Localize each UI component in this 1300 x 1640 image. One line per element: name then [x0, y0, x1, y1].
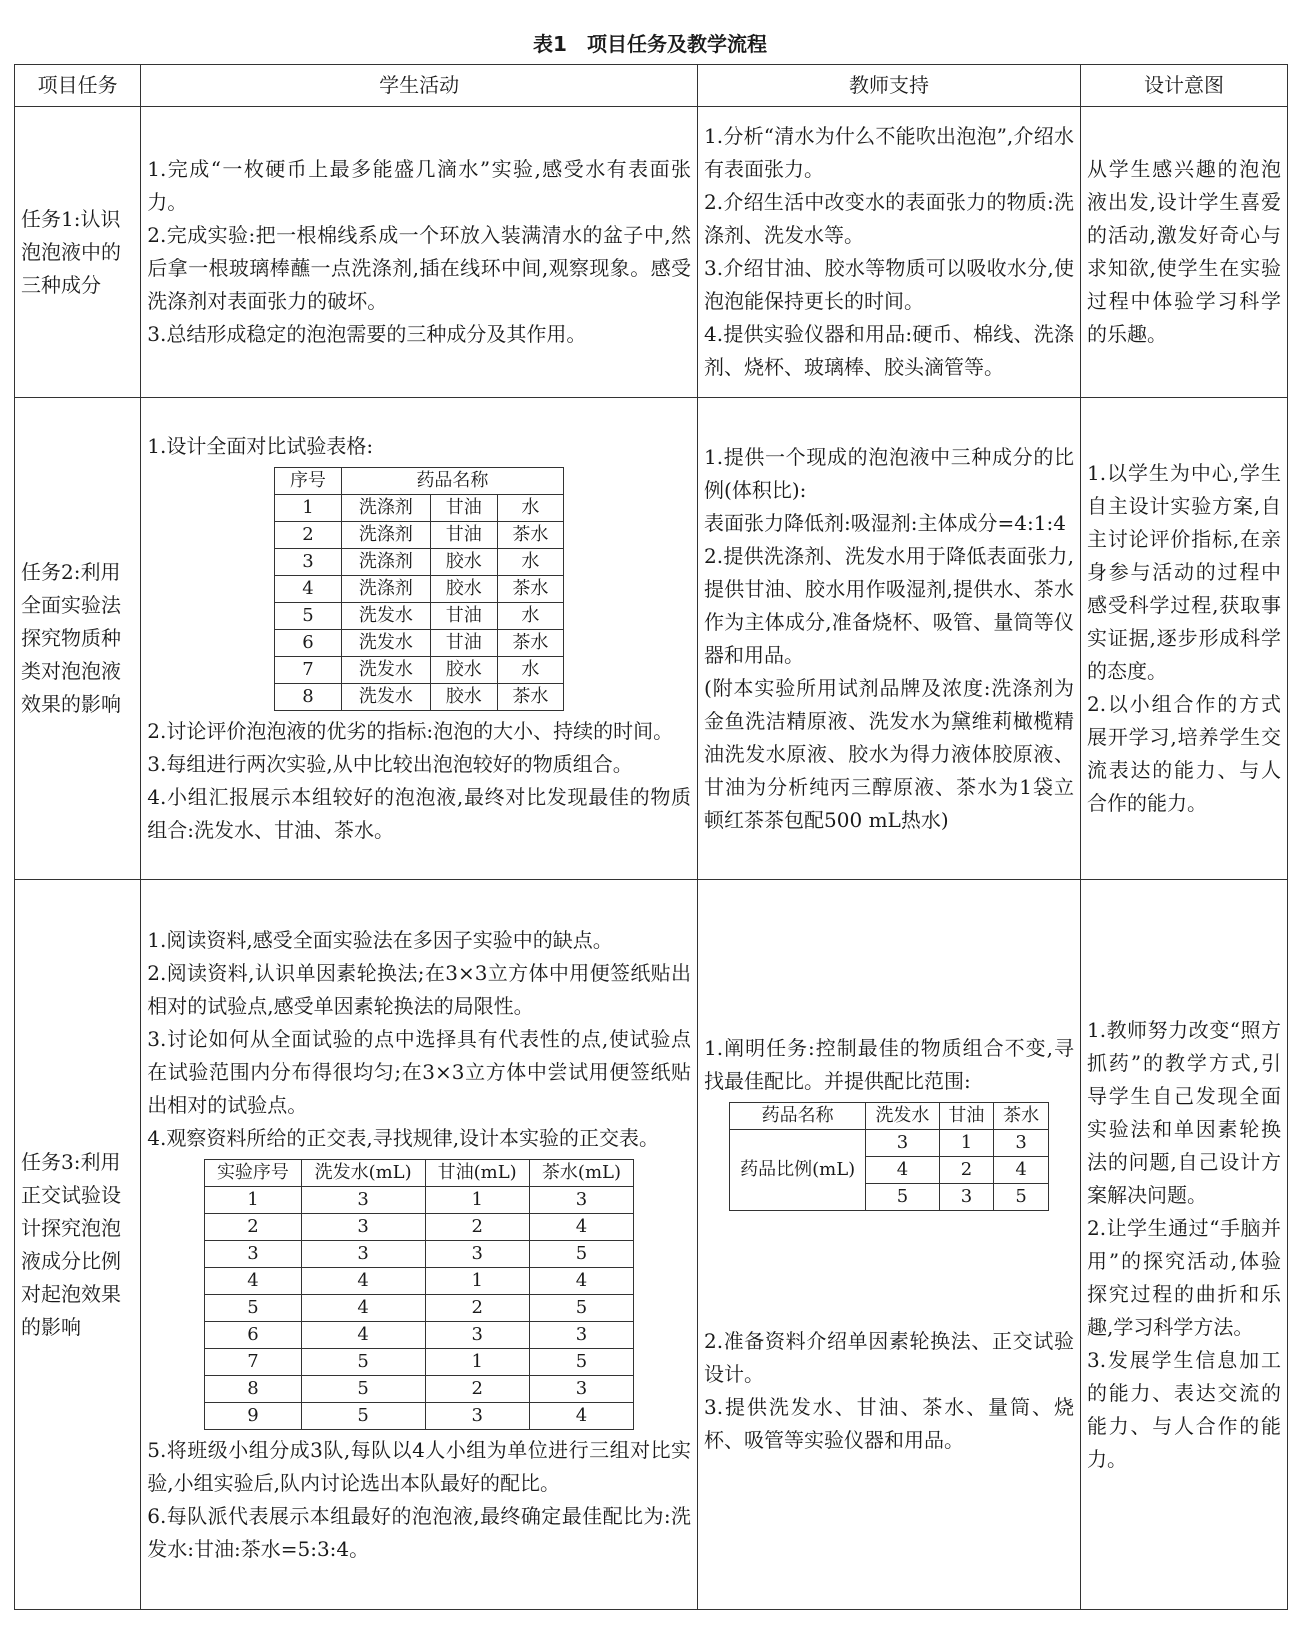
- text-line: 2.以小组合作的方式展开学习,培养学生交流表达的能力、与人合作的能力。: [1086, 692, 1281, 815]
- inner-header: 实验序号: [205, 1159, 302, 1186]
- inner-header: 茶水(mL): [529, 1159, 633, 1186]
- inner-cell: 5: [529, 1348, 633, 1375]
- inner-cell: 胶水: [430, 549, 497, 576]
- text-line: 从学生感兴趣的泡泡液出发,设计学生喜爱的活动,激发好奇心与求知欲,使学生在实验过程中体验学习科学的乐趣。: [1086, 157, 1281, 346]
- inner-cell: 3: [529, 1186, 633, 1213]
- text-line: 4.小组汇报展示本组较好的泡泡液,最终对比发现最佳的物质组合:洗发水、甘油、茶水。: [147, 785, 692, 842]
- inner-row: [205, 1348, 634, 1375]
- inner-cell: 9: [205, 1402, 302, 1429]
- inner-cell: 4: [301, 1321, 425, 1348]
- inner-cell: 4: [529, 1213, 633, 1240]
- inner-cell: 茶水: [497, 576, 564, 603]
- inner-row: [205, 1240, 634, 1267]
- inner-cell: 4: [301, 1267, 425, 1294]
- inner-header: 序号: [275, 468, 342, 495]
- inner-row: [275, 684, 564, 711]
- inner-cell: 2: [275, 522, 342, 549]
- inner-cell: 水: [497, 495, 564, 522]
- inner-cell: 胶水: [430, 657, 497, 684]
- text-line: 3.提供洗发水、甘油、茶水、量筒、烧杯、吸管等实验仪器和用品。: [704, 1395, 1074, 1452]
- inner-cell: 7: [275, 657, 342, 684]
- text-line: 2.让学生通过“手脑并用”的探究活动,体验探究过程的曲折和乐趣,学习科学方法。: [1086, 1215, 1281, 1339]
- inner-cell: 3: [425, 1402, 529, 1429]
- orthogonal-table: [204, 1159, 634, 1430]
- inner-cell: 3: [301, 1240, 425, 1267]
- design-cell: [1080, 880, 1287, 1610]
- text-line: 表面张力降低剂:吸湿剂:主体成分=4:1:4: [704, 510, 1066, 535]
- inner-cell: 5: [301, 1402, 425, 1429]
- inner-cell: 2: [939, 1157, 994, 1184]
- text-line: 1.设计全面对比试验表格:: [147, 434, 374, 458]
- inner-cell: 3: [425, 1240, 529, 1267]
- inner-cell: 甘油: [430, 630, 497, 657]
- full-comparison-table: [274, 467, 564, 711]
- inner-row: [275, 522, 564, 549]
- text-line: 2.完成实验:把一根棉线系成一个环放入装满清水的盆子中,然后拿一根玻璃棒蘸一点洗涤剂,插在线环中间,观察现象。感受洗涤剂对表面张力的破坏。: [147, 223, 692, 313]
- text-line: 5.将班级小组分成3队,每队以4人小组为单位进行三组对比实验,小组实验后,队内讨论选出本队最好的配比。: [147, 1437, 692, 1495]
- text-line: 3.总结形成稳定的泡泡需要的三种成分及其作用。: [147, 322, 587, 346]
- inner-row: [730, 1130, 1049, 1157]
- inner-row: [205, 1294, 634, 1321]
- table-row: [15, 880, 1288, 1610]
- inner-cell: 3: [301, 1213, 425, 1240]
- inner-row: [275, 657, 564, 684]
- text-line: 2.讨论评价泡泡液的优劣的指标:泡泡的大小、持续的时间。: [147, 719, 674, 743]
- inner-cell: 5: [301, 1375, 425, 1402]
- text-line: 3.讨论如何从全面试验的点中选择具有代表性的点,使试验点在试验范围内分布得很均匀;在3×3立方体中尝试用便签纸贴出相对的试验点。: [147, 1026, 692, 1117]
- inner-row: [275, 495, 564, 522]
- inner-cell: 洗发水: [341, 684, 430, 711]
- text-line: 2.介绍生活中改变水的表面张力的物质:洗涤剂、洗发水等。: [704, 190, 1074, 247]
- inner-cell: 4: [529, 1267, 633, 1294]
- text-line: 1.分析“清水为什么不能吹出泡泡”,介绍水有表面张力。: [704, 124, 1074, 181]
- design-cell: [1080, 398, 1287, 880]
- inner-cell: 水: [497, 603, 564, 630]
- inner-cell: 5: [529, 1240, 633, 1267]
- teacher-cell: [698, 398, 1081, 880]
- inner-cell: 洗涤剂: [341, 576, 430, 603]
- inner-cell: 2: [425, 1375, 529, 1402]
- inner-cell: 8: [205, 1375, 302, 1402]
- student-cell: [141, 398, 698, 880]
- inner-row: [205, 1402, 634, 1429]
- header-design: 设计意图: [1080, 65, 1287, 107]
- inner-cell: 甘油: [430, 522, 497, 549]
- table-title: 表1 项目任务及教学流程: [533, 32, 767, 56]
- inner-cell: 洗发水: [341, 630, 430, 657]
- header-task: 项目任务: [15, 65, 141, 107]
- text-line: 3.介绍甘油、胶水等物质可以吸收水分,使泡泡能保持更长的时间。: [704, 256, 1074, 313]
- task-cell: 任务3:利用正交试验设计探究泡泡液成分比例对起泡效果的影响: [15, 880, 141, 1610]
- task-cell: 任务1:认识泡泡液中的三种成分: [15, 107, 141, 398]
- text-line: 1.教师努力改变“照方抓药”的教学方式,引导学生自己发现全面实验法和单因素轮换法的问题,自己设计方案解决问题。: [1086, 1017, 1281, 1207]
- inner-header: 洗发水(mL): [301, 1159, 425, 1186]
- inner-cell: 甘油: [430, 603, 497, 630]
- inner-cell: 6: [205, 1321, 302, 1348]
- inner-header: 洗发水: [866, 1103, 939, 1130]
- inner-cell: 洗涤剂: [341, 522, 430, 549]
- inner-cell: 胶水: [430, 684, 497, 711]
- header-row: [15, 65, 1288, 107]
- inner-cell: 茶水: [497, 522, 564, 549]
- inner-cell: 4: [866, 1157, 939, 1184]
- inner-cell: 洗发水: [341, 657, 430, 684]
- inner-cell: 茶水: [497, 684, 564, 711]
- table-row: [15, 398, 1288, 880]
- text-line: 4.观察资料所给的正交表,寻找规律,设计本实验的正交表。: [147, 1125, 660, 1150]
- inner-cell: 6: [275, 630, 342, 657]
- table-row: [15, 107, 1288, 398]
- inner-cell: 1: [939, 1130, 994, 1157]
- student-cell: [141, 880, 698, 1610]
- teacher-cell: [698, 107, 1081, 398]
- inner-cell: 3: [301, 1186, 425, 1213]
- inner-cell: 3: [529, 1321, 633, 1348]
- inner-row: [275, 549, 564, 576]
- inner-row: [205, 1213, 634, 1240]
- inner-cell: 1: [425, 1267, 529, 1294]
- inner-cell: 3: [939, 1184, 994, 1211]
- text-line: 2.提供洗涤剂、洗发水用于降低表面张力,提供甘油、胶水用作吸湿剂,提供水、茶水作为主体成分,准备烧杯、吸管、量筒等仪器和用品。: [704, 543, 1074, 667]
- inner-cell: 5: [275, 603, 342, 630]
- student-cell: [141, 107, 698, 398]
- text-line: 1.提供一个现成的泡泡液中三种成分的比例(体积比):: [704, 444, 1074, 502]
- inner-row: [275, 630, 564, 657]
- inner-cell: 2: [425, 1294, 529, 1321]
- inner-cell: 洗发水: [341, 603, 430, 630]
- inner-cell: 4: [205, 1267, 302, 1294]
- inner-cell: 7: [205, 1348, 302, 1375]
- text-line: 2.阅读资料,认识单因素轮换法;在3×3立方体中用便签纸贴出相对的试验点,感受单因素轮换法的局限性。: [147, 960, 692, 1018]
- inner-cell: 4: [301, 1294, 425, 1321]
- inner-header: 药品名称: [730, 1103, 866, 1130]
- inner-row: [205, 1321, 634, 1348]
- inner-row: [205, 1267, 634, 1294]
- text-line: 1.阐明任务:控制最佳的物质组合不变,寻找最佳配比。并提供配比范围:: [704, 1036, 1074, 1093]
- task-flow-table: [14, 64, 1288, 1610]
- inner-cell: 洗涤剂: [341, 495, 430, 522]
- inner-row: [275, 576, 564, 603]
- inner-cell: 4: [275, 576, 342, 603]
- inner-cell: 8: [275, 684, 342, 711]
- inner-cell: 胶水: [430, 576, 497, 603]
- inner-header: 甘油: [939, 1103, 994, 1130]
- inner-cell: 5: [529, 1294, 633, 1321]
- text-line: 6.每队派代表展示本组最好的泡泡液,最终确定最佳配比为:洗发水:甘油:茶水=5:3:4。: [147, 1503, 692, 1561]
- header-student: 学生活动: [141, 65, 698, 107]
- inner-cell: 3: [529, 1375, 633, 1402]
- inner-cell: 5: [994, 1184, 1049, 1211]
- inner-cell: 5: [301, 1348, 425, 1375]
- text-line: 1.完成“一枚硬币上最多能盛几滴水”实验,感受水有表面张力。: [147, 157, 692, 214]
- inner-cell: 洗涤剂: [341, 549, 430, 576]
- inner-header: 甘油(mL): [425, 1159, 529, 1186]
- inner-cell: 5: [866, 1184, 939, 1211]
- text-line: 1.阅读资料,感受全面实验法在多因子实验中的缺点。: [147, 927, 613, 952]
- inner-cell: 3: [866, 1130, 939, 1157]
- teacher-cell: [698, 880, 1081, 1610]
- inner-cell: 3: [275, 549, 342, 576]
- header-teacher: 教师支持: [698, 65, 1081, 107]
- text-line: (附本实验所用试剂品牌及浓度:洗涤剂为金鱼洗洁精原液、洗发水为黛维莉橄榄精油洗发水原液、胶水为得力液体胶原液、甘油为分析纯丙三醇原液、茶水为1袋立顿红茶茶包配500 mL热水): [704, 675, 1074, 832]
- inner-header: 药品名称: [341, 468, 563, 495]
- inner-cell: 水: [497, 657, 564, 684]
- text-line: 1.以学生为中心,学生自主设计实验方案,自主讨论评价指标,在亲身参与活动的过程中感受科学过程,获取事实证据,逐步形成科学的态度。: [1086, 461, 1281, 683]
- inner-cell: 5: [205, 1294, 302, 1321]
- inner-row: [275, 603, 564, 630]
- inner-cell: 茶水: [497, 630, 564, 657]
- inner-cell: 4: [994, 1157, 1049, 1184]
- inner-cell: 3: [994, 1130, 1049, 1157]
- inner-cell: 甘油: [430, 495, 497, 522]
- text-line: 4.提供实验仪器和用品:硬币、棉线、洗涤剂、烧杯、玻璃棒、胶头滴管等。: [704, 322, 1074, 379]
- inner-cell: 1: [205, 1186, 302, 1213]
- inner-cell: 3: [205, 1240, 302, 1267]
- inner-cell: 1: [425, 1348, 529, 1375]
- inner-cell: 4: [529, 1402, 633, 1429]
- inner-cell: 1: [425, 1186, 529, 1213]
- design-cell: [1080, 107, 1287, 398]
- text-line: 3.发展学生信息加工的能力、表达交流的能力、与人合作的能力。: [1086, 1347, 1281, 1471]
- inner-cell: 1: [275, 495, 342, 522]
- inner-row: [205, 1186, 634, 1213]
- inner-cell: 3: [425, 1321, 529, 1348]
- task-cell: 任务2:利用全面实验法探究物质种类对泡泡液效果的影响: [15, 398, 141, 880]
- ratio-table: [729, 1102, 1049, 1211]
- inner-cell: 水: [497, 549, 564, 576]
- text-line: 2.准备资料介绍单因素轮换法、正交试验设计。: [704, 1329, 1074, 1386]
- text-line: 3.每组进行两次实验,从中比较出泡泡较好的物质组合。: [147, 752, 633, 776]
- inner-header: 茶水: [994, 1103, 1049, 1130]
- inner-cell: 2: [425, 1213, 529, 1240]
- inner-row: [205, 1375, 634, 1402]
- inner-cell: 2: [205, 1213, 302, 1240]
- inner-row-label: 药品比例(mL): [730, 1130, 866, 1211]
